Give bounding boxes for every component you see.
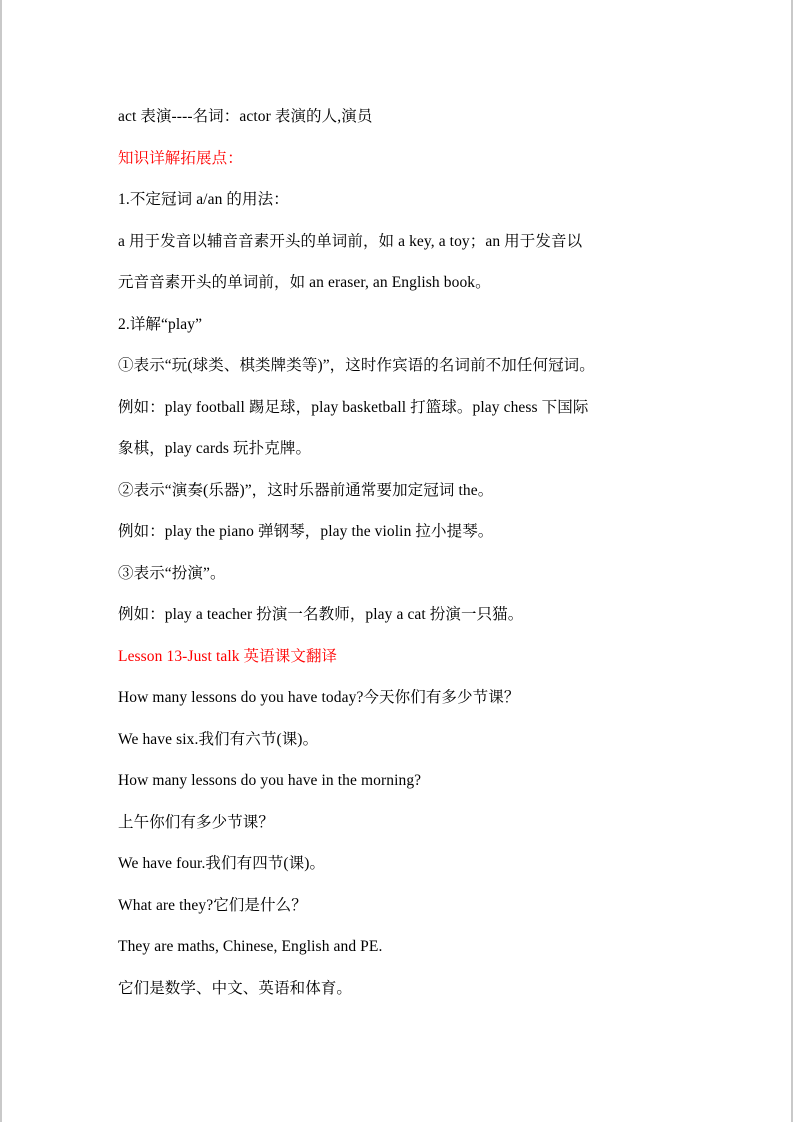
text-line-play-meaning-1: ①表示“玩(球类、棋类牌类等)”，这时作宾语的名词前不加任何冠词。 [118,357,595,374]
text-line-dialog-4: 上午你们有多少节课？ [118,813,275,831]
text-line-dialog-6: What are they?它们是什么？ [118,896,307,914]
text-line-dialog-8: 它们是数学、中文、英语和体育。 [118,979,353,997]
text-line-play-example-3: 例如：play a teacher 扮演一名教师，play a cat 扮演一只猫。 [118,606,524,623]
text-line-play-title: 2.详解“play” [118,315,203,333]
text-line-play-example-2: 例如：play the piano 弹钢琴，play the violin 拉小提琴。 [118,523,494,540]
text-line-dialog-3: How many lessons do you have in the morning? [118,772,422,789]
text-line-dialog-2: We have six.我们有六节(课)。 [118,730,319,748]
text-line-article-title: 1.不定冠词 a/an 的用法： [118,191,289,208]
text-line-play-meaning-2: ②表示“演奏(乐器)”，这时乐器前通常要加定冠词 the。 [118,481,494,499]
text-line-dialog-7: They are maths, Chinese, English and PE. [118,938,383,955]
text-line-dialog-1: How many lessons do you have today?今天你们有多少节课？ [118,689,520,706]
text-line-play-meaning-3: ③表示“扮演”。 [118,564,226,582]
heading-knowledge-extension: 知识详解拓展点： [118,149,243,167]
text-line-act: act 表演----名词：actor 表演的人,演员 [118,108,373,125]
text-line-article-rule-2: 元音音素开头的单词前，如 an eraser, an English book。 [118,274,491,291]
document-body [118,96,684,1009]
text-line-play-example-1a: 例如：play football 踢足球，play basketball 打篮球。play chess 下国际 [118,398,589,416]
text-line-dialog-5: We have four.我们有四节(课)。 [118,855,326,872]
text-line-play-example-1b: 象棋，play cards 玩扑克牌。 [118,440,312,457]
heading-lesson-13-translation: Lesson 13-Just talk 英语课文翻译 [118,647,338,665]
text-line-article-rule-1: a 用于发音以辅音音素开头的单词前，如 a key, a toy；an 用于发音以 [118,232,583,250]
